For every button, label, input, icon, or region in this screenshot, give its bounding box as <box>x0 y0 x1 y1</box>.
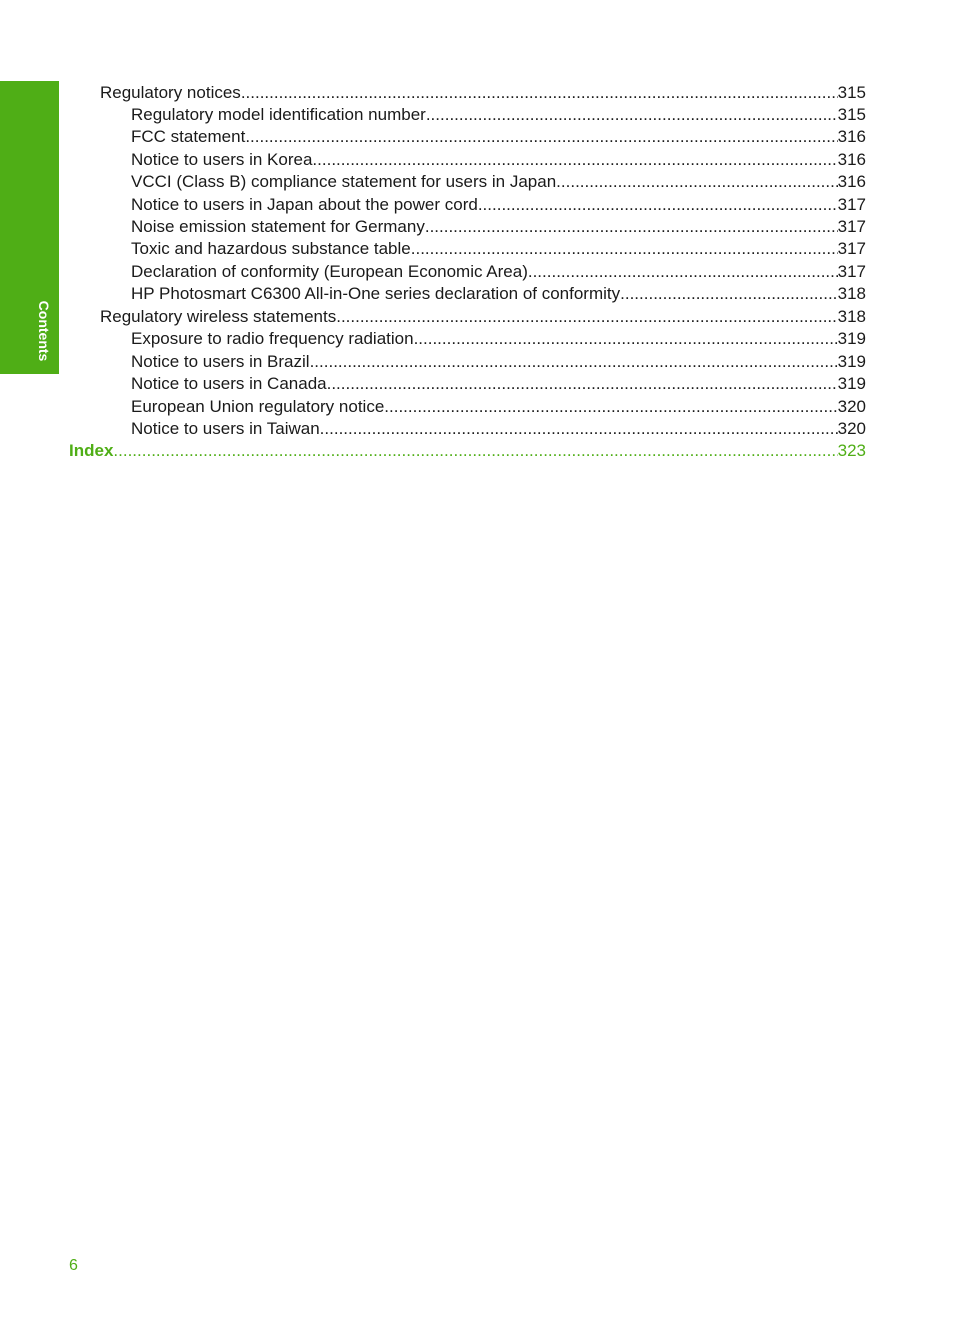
toc-entry-page: 320 <box>837 397 866 416</box>
toc-entry[interactable] <box>131 104 866 126</box>
toc-entry-page: 317 <box>837 217 866 236</box>
toc-entry-title: Notice to users in Japan about the power cord <box>131 195 478 214</box>
toc-entry-page: 315 <box>837 83 866 102</box>
toc-entry-title: Declaration of conformity (European Economic Area) <box>131 262 528 281</box>
toc-leader <box>241 82 838 104</box>
toc-entry-title: Regulatory model identification number <box>131 105 426 124</box>
toc-leader <box>411 238 838 260</box>
toc-entry-title: Exposure to radio frequency radiation <box>131 329 414 348</box>
toc-leader <box>478 194 838 216</box>
toc-entry-page: 316 <box>837 172 866 191</box>
toc-leader <box>425 216 838 238</box>
toc-entry-page: 318 <box>837 284 866 303</box>
toc-leader <box>312 149 837 171</box>
toc-leader <box>327 373 838 395</box>
toc-leader <box>620 283 837 305</box>
toc-entry[interactable] <box>131 373 866 395</box>
toc-entry-page: 317 <box>837 195 866 214</box>
page-number: 6 <box>69 1257 78 1274</box>
side-tab-label: Contents <box>36 300 52 362</box>
toc-entry[interactable] <box>131 396 866 418</box>
toc-entry[interactable] <box>131 194 866 216</box>
toc-entry[interactable] <box>100 82 866 104</box>
toc-leader <box>320 418 838 440</box>
toc-entry[interactable] <box>131 261 866 283</box>
toc-entry-page: 315 <box>837 105 866 124</box>
toc-entry-index[interactable] <box>69 440 866 462</box>
toc-entry-page: 317 <box>837 262 866 281</box>
toc-entry-title: Toxic and hazardous substance table <box>131 239 411 258</box>
toc-leader <box>426 104 838 126</box>
toc-entry-page: 317 <box>837 239 866 258</box>
toc-entry[interactable] <box>131 418 866 440</box>
toc-leader <box>556 171 837 193</box>
toc-entry-title: Regulatory wireless statements <box>100 307 337 326</box>
toc-entry[interactable] <box>131 171 866 193</box>
toc-entry-title: VCCI (Class B) compliance statement for users in Japan <box>131 172 557 191</box>
toc-entry-title: HP Photosmart C6300 All-in-One series declaration of conformity <box>131 284 621 303</box>
toc-entry-page: 319 <box>837 374 866 393</box>
toc-leader <box>528 261 838 283</box>
toc-leader <box>414 328 838 350</box>
toc-entry-title: Notice to users in Brazil <box>131 352 310 371</box>
toc-entry-title: Notice to users in Taiwan <box>131 419 320 438</box>
toc-entry-page: 323 <box>837 441 866 460</box>
toc-entry-title: FCC statement <box>131 127 246 146</box>
toc-entry[interactable] <box>131 149 866 171</box>
toc-leader <box>310 351 838 373</box>
toc-leader <box>384 396 837 418</box>
toc-entry-title: Notice to users in Korea <box>131 150 313 169</box>
toc-leader <box>113 440 837 462</box>
toc-entry-title: Noise emission statement for Germany <box>131 217 425 236</box>
toc-entry-page: 316 <box>837 127 866 146</box>
toc-entry-title: Notice to users in Canada <box>131 374 327 393</box>
toc-entry-page: 320 <box>837 419 866 438</box>
toc-entry-title: Regulatory notices <box>100 83 241 102</box>
toc-entry-page: 318 <box>837 307 866 326</box>
toc-leader <box>336 306 837 328</box>
toc-entry[interactable] <box>131 328 866 350</box>
toc-entry[interactable] <box>131 283 866 305</box>
toc-entry[interactable] <box>131 238 866 260</box>
toc-entry[interactable] <box>100 306 866 328</box>
toc-entry[interactable] <box>131 351 866 373</box>
toc-entry-page: 319 <box>837 329 866 348</box>
toc-entry-page: 319 <box>837 352 866 371</box>
toc-entry-title: Index <box>69 441 114 460</box>
toc-entry[interactable] <box>131 216 866 238</box>
toc-entry[interactable] <box>131 126 866 148</box>
toc-leader <box>245 126 837 148</box>
toc-entry-page: 316 <box>837 150 866 169</box>
toc-entry-title: European Union regulatory notice <box>131 397 385 416</box>
